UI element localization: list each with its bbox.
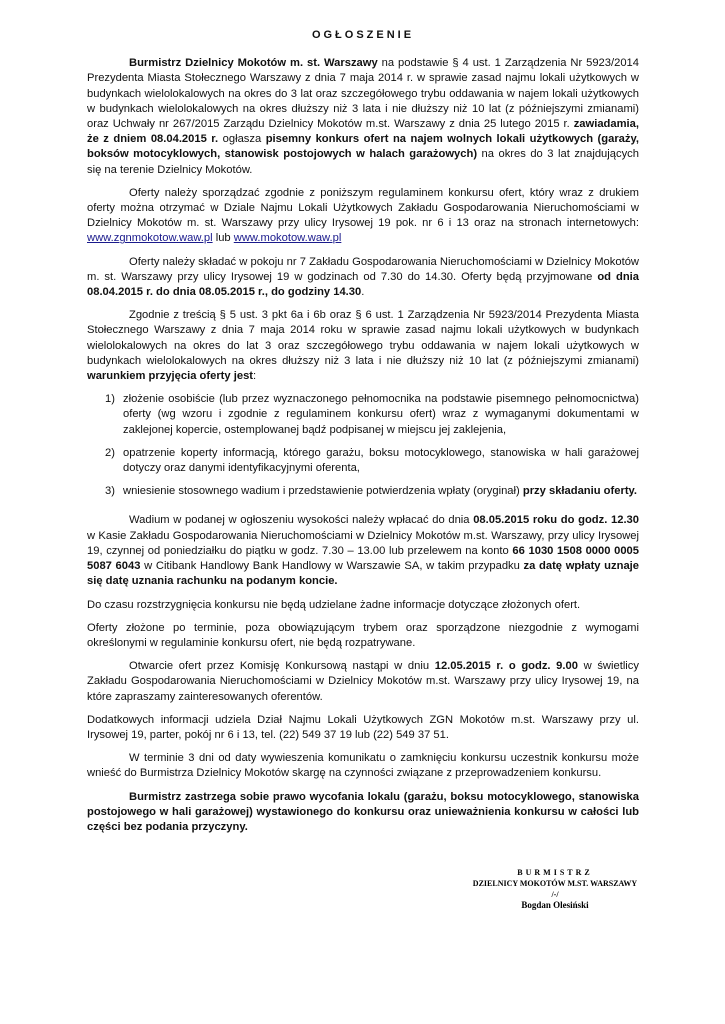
late-offers-paragraph: Oferty złożone po terminie, poza obowiązującym trybem oraz sporządzone niezgodnie z wymogami określonymi w regulaminie konkursu ofert, nie będą rozpatrywane. [87, 621, 639, 649]
condition-number: 1) [105, 393, 115, 406]
submission-period-end: . [361, 286, 365, 299]
signature-mark: /-/ [551, 890, 559, 899]
submission-deadline: od dnia 08.04.2015 r. do dnia 08.05.2015 r., do godziny 14.30 [87, 270, 639, 299]
contact-paragraph: Dodatkowych informacji udziela Dział Najmu Lokali Użytkowych ZGN Mokotów m.st. Warszawy przy ul. Irysowej 19, parter, pokój nr 6 i 13, tel. (22) 549 37 19 lub (22) 549 37 51. [87, 713, 639, 741]
conditions-intro-paragraph [87, 308, 639, 384]
condition-item [87, 446, 639, 476]
intro-notice-date: zawiadamia, że z dniem 08.04.2015 r. [87, 118, 639, 146]
intro-legal-basis: na podstawie § 4 ust. 1 Zarządzenia Nr 5923/2014 Prezydenta Miasta Stołecznego Warszawy z dnia 7 maja 2014 r. w sprawie zasad najmu lokali użytkowych w budynkach wielolokalowych na okres do 3 lat oraz szczegółowego trybu oddawania w najem lokali użytkowych w budynkach wielolokalowych na okres dłuższy niż 3 lata i nie dłuższy niż 10 lat (z późniejszymi zmianami) oraz Uchwały nr 267/2015 Zarządu Dzielnicy Mokotów m.st. Warszawy z dnia 25 lutego 2015 r. [87, 57, 639, 131]
forms-text: Oferty należy sporządzać zgodnie z poniższym regulaminem konkursu ofert, który wraz z drukiem oferty można otrzymać w Dziale Najmu Lokali Użytkowych Zakładu Gospodarowania Nieruchomościami w Dzielnicy Mokotów m. st. Warszawy przy ulicy Irysowej 19 pok. nr 6 i 13 oraz na stronach internetowych: [87, 186, 639, 230]
intro-contest-subject: pisemny konkurs ofert na najem wolnych lokali użytkowych (garaży, boksów motocyklowych, stanowisk postojowych w halach garażowych) [87, 133, 640, 161]
opening-text: Otwarcie ofert przez Komisję Konkursową nastąpi w dniu [129, 660, 435, 673]
mokotow-website-link[interactable]: www.mokotow.waw.pl [233, 232, 342, 245]
opening-date: 12.05.2015 r. o godz. 9.00 [434, 660, 578, 673]
forms-paragraph [87, 186, 639, 247]
deposit-location: w Kasie Zakładu Gospodarowania Nieruchomościami w Dzielnicy Mokotów m.st. Warszawy, przy ulicy Irysowej 19, czynnej od poniedziałku do piątku w godz. 7.30 – 13.00 lub przelewem na konto [87, 529, 639, 557]
opening-paragraph [87, 659, 639, 705]
signature-block [470, 867, 640, 911]
reservation-paragraph [87, 790, 639, 836]
document-title: OGŁOSZENIE [311, 29, 415, 41]
intro-period: na okres do 3 lat znajdujących się na terenie Dzielnicy Mokotów. [87, 148, 639, 176]
deposit-deadline: 08.05.2015 roku do godz. 12.30 [473, 514, 639, 527]
complaint-paragraph: W terminie 3 dni od daty wywieszenia komunikatu o zamknięciu konkursu uczestnik konkursu może wnieść do Burmistrza Dzielnicy Mokotów skargę na czynności związane z przeprowadzeniem konkursu. [87, 752, 639, 780]
condition-bold-text: przy składaniu oferty. [522, 485, 638, 498]
deposit-text: Wadium w podanej w ogłoszeniu wysokości należy wpłacać do dnia [129, 514, 474, 527]
deposit-date-rule: za datę wpłaty uznaje się datę uznania rachunku na podanym koncie. [87, 560, 639, 588]
condition-text: wniesienie stosownego wadium i przedstawienie potwierdzenia wpłaty (oryginał) [123, 485, 523, 498]
submission-paragraph [87, 255, 639, 301]
no-information-paragraph: Do czasu rozstrzygnięcia konkursu nie będą udzielane żadne informacje dotyczące złożonych ofert. [87, 598, 581, 611]
bank-account-number: 66 1030 1508 0000 0005 5087 6043 [87, 544, 639, 573]
signature-name: Bogdan Olesiński [521, 900, 589, 910]
opening-location: w świetlicy Zakładu Gospodarowania Nieruchomościami w Dzielnicy Mokotów m.st. Warszawy przy ulicy Irysowej 19, na które zapraszamy zainteresowanych oferentów. [87, 660, 639, 703]
condition-number: 2) [105, 446, 115, 459]
bank-name: w Citibank Handlowy Bank Handlowy w Warszawie SA, w takim przypadku [140, 560, 524, 573]
condition-number: 3) [105, 485, 115, 498]
condition-text: opatrzenie koperty informacją, którego garażu, boksu motocyklowego, stanowiska w hali garażowej dotyczy oraz danymi identyfikacyjnymi oferenta, [123, 446, 639, 475]
intro-announces: ogłasza [218, 133, 266, 146]
deposit-paragraph [87, 513, 639, 589]
forms-or: lub [212, 232, 234, 245]
conditions-list [87, 392, 639, 499]
submission-text: Oferty należy składać w pokoju nr 7 Zakładu Gospodarowania Nieruchomościami w Dzielnicy Mokotów m. st. Warszawy przy ulicy Irysowej 19 w godzinach od 7.30 do 14.30. Oferty będą przyjmowane [87, 255, 639, 283]
conditions-colon: : [253, 370, 257, 383]
zgn-website-link[interactable]: www.zgnmokotow.waw.pl [87, 232, 213, 245]
signature-office: DZIELNICY MOKOTÓW M.ST. WARSZAWY [472, 879, 638, 888]
condition-text: złożenie osobiście (lub przez wyznaczonego pełnomocnika na podstawie pisemnego pełnomocnictwa) oferty (wg wzoru i zgodnie z regulaminem konkursu ofert) wraz z wymaganymi dokumentami w zaklejonej kopercie, ostemplowanej bądź podpisanej w miejscu jej zaklejenia, [123, 393, 639, 436]
conditions-heading: warunkiem przyjęcia oferty jest [87, 370, 254, 383]
intro-paragraph [87, 56, 639, 178]
reservation-text: Burmistrz zastrzega sobie prawo wycofania lokalu (garażu, boksu motocyklowego, stanowiska postojowego w hali garażowej) wystawionego do konkursu oraz unieważnienia konkursu w całości lub części bez podania przyczyny. [87, 790, 639, 833]
condition-item [87, 392, 639, 438]
intro-authority: Burmistrz Dzielnicy Mokotów m. st. Warszawy [129, 57, 378, 70]
condition-item [87, 484, 639, 499]
signature-role: BURMISTRZ [517, 868, 593, 877]
conditions-legal-basis: Zgodnie z treścią § 5 ust. 3 pkt 6a i 6b oraz § 6 ust. 1 Zarządzenia Nr 5923/2014 Prezydenta Miasta Stołecznego Warszawy z dnia 7 maja 2014 roku w sprawie zasad najmu lokali użytkowych w budynkach wielolokalowych na okres do lat 3 oraz szczegółowego trybu oddawania w najem lokali użytkowych w budynkach wielolokalowych na okres dłuższy niż 3 lata i nie dłuższy niż 10 lat (z późniejszymi zmianami) [87, 309, 639, 367]
